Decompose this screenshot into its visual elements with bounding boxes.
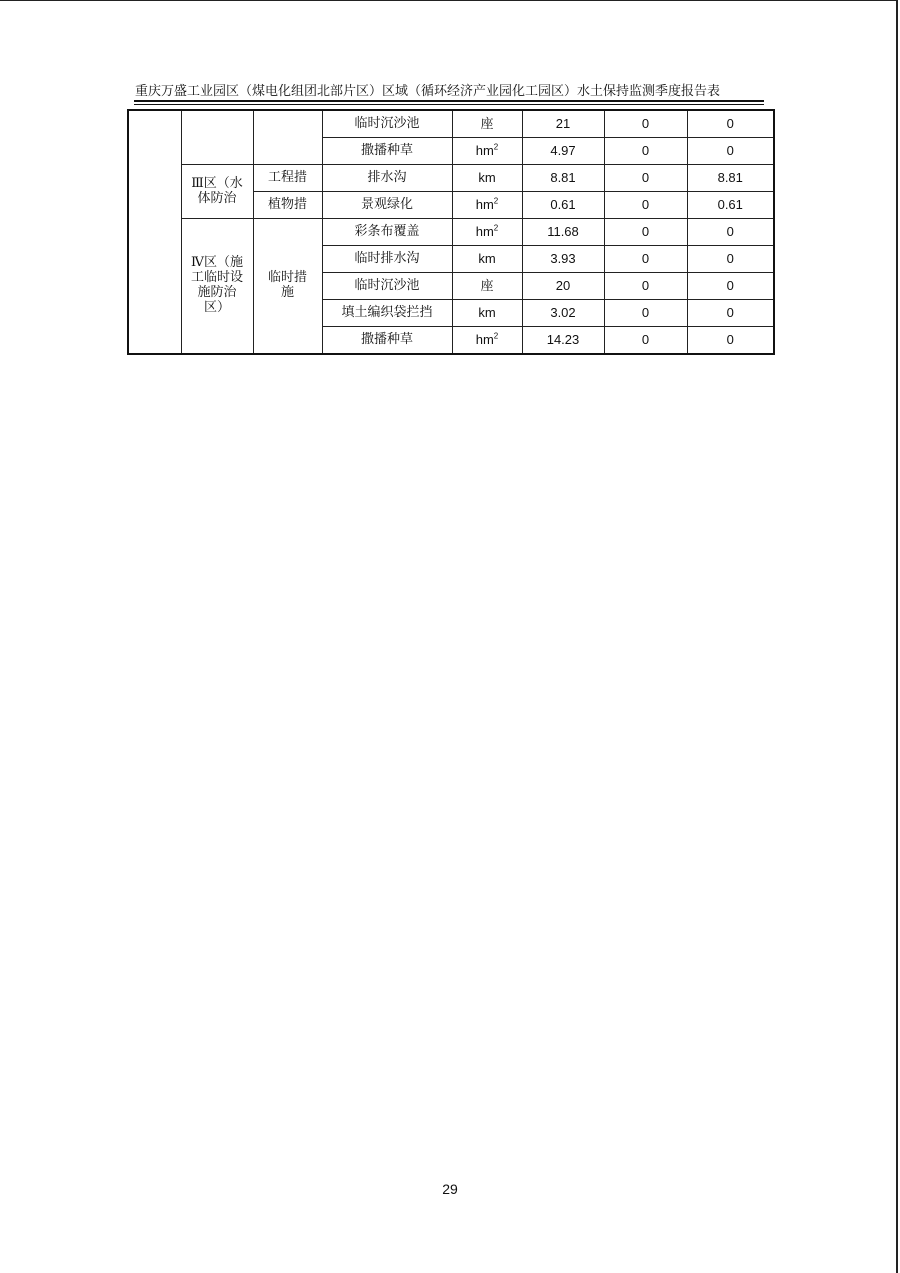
zone-3-label-line1: Ⅲ区（水 xyxy=(191,175,243,191)
monitoring-table xyxy=(127,109,775,355)
design-value-cell: 14.23 xyxy=(522,327,604,355)
current-value-cell: 0 xyxy=(604,219,687,246)
measure-temporary-line1: 临时措 xyxy=(267,270,307,286)
page-number: 29 xyxy=(442,1181,458,1197)
zone-3-label xyxy=(181,165,253,219)
item-cell: 填土编织袋拦挡 xyxy=(322,300,452,327)
table-row xyxy=(128,165,774,192)
unit-cell: $hm^2$ xyxy=(452,327,522,355)
item-cell: 临时沉沙池 xyxy=(322,110,452,138)
measure-engineering: 工程措 xyxy=(253,165,322,192)
zone-4-label-line2: 工临时设 xyxy=(190,270,243,286)
cumulative-value-cell: 0 xyxy=(687,138,774,165)
unit-cell: km xyxy=(452,300,522,327)
zone-3-label-line2: 体防治 xyxy=(197,190,237,206)
table-row xyxy=(128,110,774,138)
design-value-cell: 11.68 xyxy=(522,219,604,246)
cumulative-value-cell: 0 xyxy=(687,110,774,138)
zone-4-label-line3: 施防治 xyxy=(197,285,237,300)
design-value-cell: 3.02 xyxy=(522,300,604,327)
cumulative-value-cell: 0.61 xyxy=(687,192,774,219)
current-value-cell: 0 xyxy=(604,138,687,165)
zone-4-label xyxy=(181,219,253,355)
unit-cell: 座 xyxy=(452,273,522,300)
cumulative-value-cell: 0 xyxy=(687,219,774,246)
design-value-cell: 0.61 xyxy=(522,192,604,219)
blank-first-column xyxy=(128,110,181,354)
cumulative-value-cell: 0 xyxy=(687,273,774,300)
unit-cell: $hm^2$ xyxy=(452,138,522,165)
measure-cell-continued xyxy=(253,110,322,165)
table-row xyxy=(128,219,774,246)
design-value-cell: 4.97 xyxy=(522,138,604,165)
zone-4-label-line4: 区） xyxy=(203,299,230,315)
unit-cell: km xyxy=(452,246,522,273)
item-cell: 景观绿化 xyxy=(322,192,452,219)
zone-cell-continued xyxy=(181,110,253,165)
current-value-cell: 0 xyxy=(604,273,687,300)
current-value-cell: 0 xyxy=(604,246,687,273)
current-value-cell: 0 xyxy=(604,300,687,327)
measure-temporary-line2: 施 xyxy=(280,285,294,300)
cumulative-value-cell: 0 xyxy=(687,300,774,327)
unit-cell: $hm^2$ xyxy=(452,219,522,246)
design-value-cell: 21 xyxy=(522,110,604,138)
unit-cell: 座 xyxy=(452,110,522,138)
current-value-cell: 0 xyxy=(604,110,687,138)
design-value-cell: 20 xyxy=(522,273,604,300)
cumulative-value-cell: 0 xyxy=(687,246,774,273)
item-cell: 临时沉沙池 xyxy=(322,273,452,300)
cumulative-value-cell: 8.81 xyxy=(687,165,774,192)
item-cell: 撒播种草 xyxy=(322,138,452,165)
cumulative-value-cell: 0 xyxy=(687,327,774,355)
item-cell: 排水沟 xyxy=(322,165,452,192)
current-value-cell: 0 xyxy=(604,327,687,355)
item-cell: 临时排水沟 xyxy=(322,246,452,273)
measure-plant: 植物措 xyxy=(253,192,322,219)
item-cell: 彩条布覆盖 xyxy=(322,219,452,246)
design-value-cell: 8.81 xyxy=(522,165,604,192)
header-rule-thin xyxy=(134,104,764,105)
current-value-cell: 0 xyxy=(604,192,687,219)
measure-temporary xyxy=(253,219,322,355)
report-header-title: 重庆万盛工业园区（煤电化组团北部片区）区域（循环经济产业园化工园区）水土保持监测季度报告表 xyxy=(135,84,721,99)
unit-cell: km xyxy=(452,165,522,192)
item-cell: 撒播种草 xyxy=(322,327,452,355)
design-value-cell: 3.93 xyxy=(522,246,604,273)
current-value-cell: 0 xyxy=(604,165,687,192)
zone-4-label-line1: Ⅳ区（施 xyxy=(191,255,243,271)
unit-cell: $hm^2$ xyxy=(452,192,522,219)
header-rule-thick xyxy=(134,100,764,102)
